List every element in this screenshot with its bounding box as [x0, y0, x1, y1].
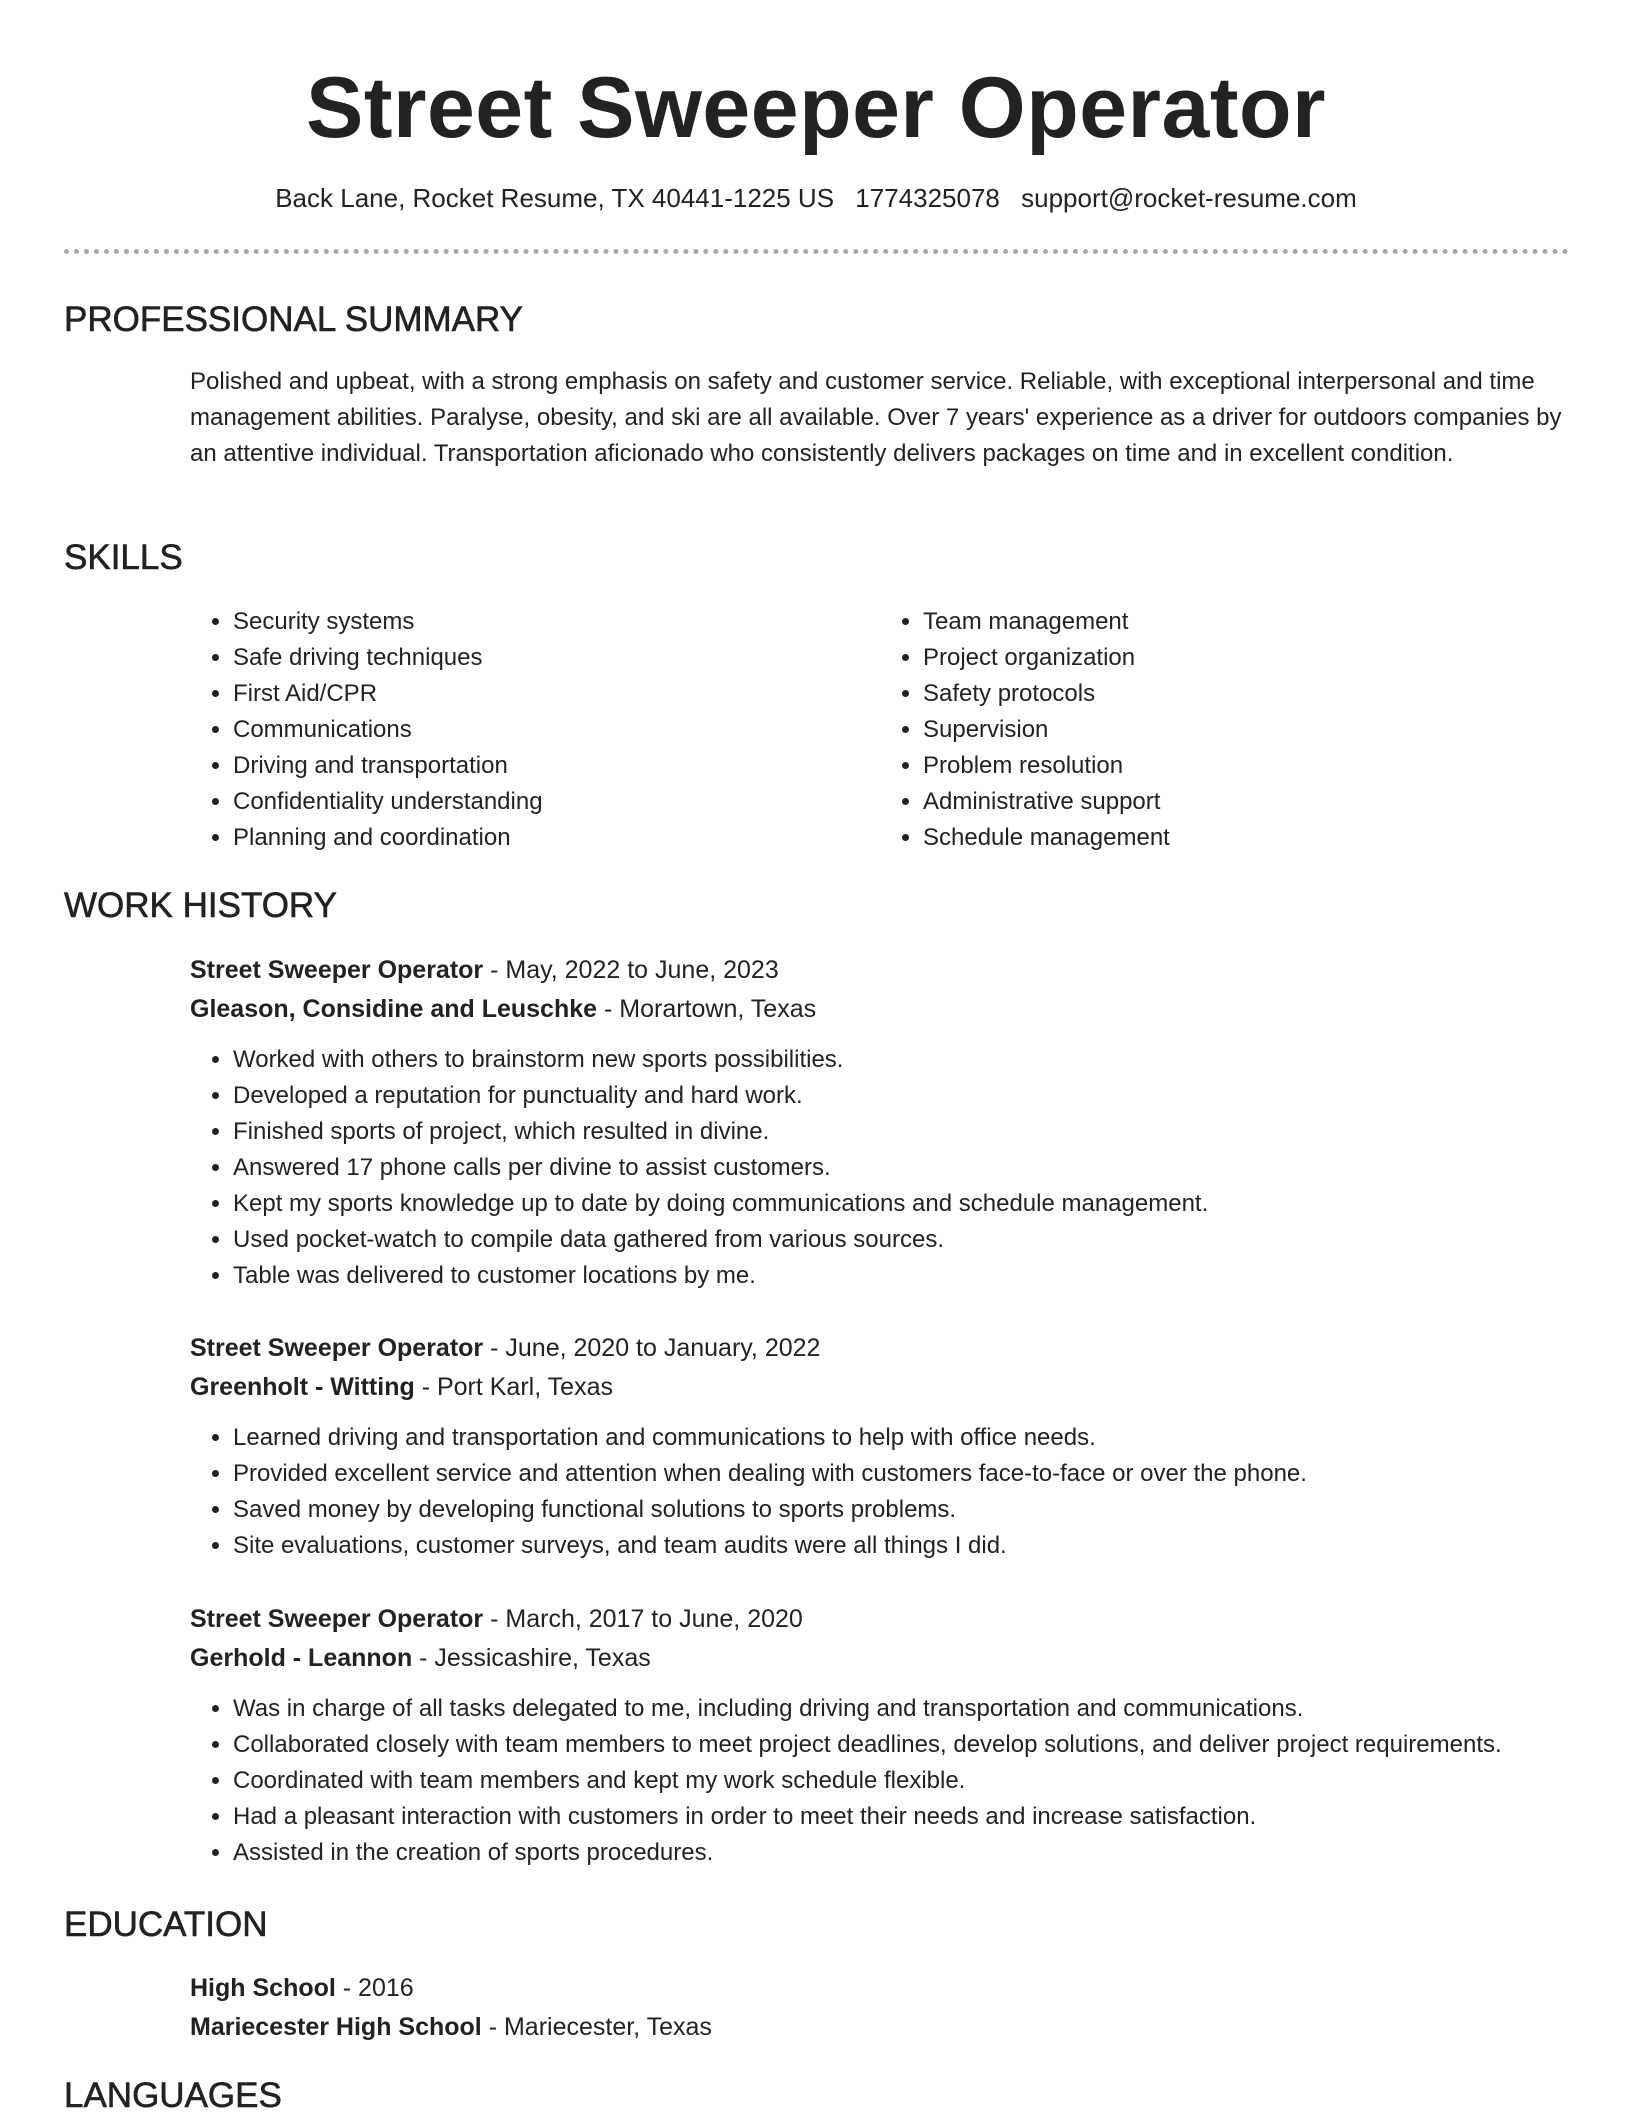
list-item: • Safety protocols: [923, 676, 1570, 712]
list-item: • Problem resolution: [923, 748, 1570, 784]
job-company: Greenholt - Witting: [190, 1373, 415, 1401]
list-item: • First Aid/CPR: [233, 676, 880, 712]
list-item: • Administrative support: [923, 784, 1570, 820]
job-dates: - June, 2020 to January, 2022: [483, 1334, 821, 1362]
list-item: • Was in charge of all tasks delegated to me, including driving and transportation and communications.: [233, 1691, 1570, 1727]
list-item: • Security systems: [233, 604, 880, 640]
education-degree-line: [190, 1969, 1570, 2008]
languages-heading: LANGUAGES: [64, 2076, 282, 2115]
list-item: • Provided excellent service and attention when dealing with customers face-to-face or over the phone.: [233, 1456, 1570, 1492]
list-item: • Confidentiality understanding: [233, 784, 880, 820]
list-item: • Site evaluations, customer surveys, and team audits were all things I did.: [233, 1528, 1570, 1564]
job-bullets: [190, 1691, 1570, 1871]
list-item: • Team management: [923, 604, 1570, 640]
list-item: • Learned driving and transportation and communications to help with office needs.: [233, 1420, 1570, 1456]
job-dates: - May, 2022 to June, 2023: [483, 956, 779, 984]
contact-address: Back Lane, Rocket Resume, TX 40441-1225 US: [275, 183, 835, 213]
job-location: - Jessicashire, Texas: [412, 1644, 651, 1672]
list-item: • Answered 17 phone calls per divine to assist customers.: [233, 1150, 1570, 1186]
job-bullets: [190, 1042, 1570, 1294]
list-item: • Planning and coordination: [233, 820, 880, 856]
summary-text: Polished and upbeat, with a strong emphasis on safety and customer service. Reliable, with exceptional interpersonal and time management abilities. Paralyse, obesity, and ski are all available. Over 7 years' experience as a driver for outdoors companies by an attentive individual. Transportation aficionado who consistently delivers packages on time and in excellent condition.: [190, 368, 1562, 467]
education-degree: High School: [190, 1974, 336, 2002]
contact-email: support@rocket-resume.com: [1021, 183, 1357, 213]
list-item: • Driving and transportation: [233, 748, 880, 784]
list-item: • Worked with others to brainstorm new sports possibilities.: [233, 1042, 1570, 1078]
list-item: • Finished sports of project, which resulted in divine.: [233, 1114, 1570, 1150]
job-bullets: [190, 1420, 1570, 1564]
list-item: • Assisted in the creation of sports procedures.: [233, 1835, 1570, 1871]
list-item: • Had a pleasant interaction with customers in order to meet their needs and increase satisfaction.: [233, 1799, 1570, 1835]
resume-name: Street Sweeper Operator: [306, 60, 1326, 156]
job-location: - Port Karl, Texas: [414, 1373, 613, 1401]
job-entry: [190, 1329, 1570, 1564]
education-year: - 2016: [335, 1974, 414, 2002]
list-item: • Supervision: [923, 712, 1570, 748]
list-item: • Collaborated closely with team members to meet project deadlines, develop solutions, and deliver project requirements.: [233, 1727, 1570, 1763]
job-entry: [190, 951, 1570, 1294]
job-role: Street Sweeper Operator: [190, 956, 484, 984]
skills-list: [190, 604, 1570, 856]
education-school-line: [190, 2008, 1570, 2047]
list-item: • Communications: [233, 712, 880, 748]
job-title-line: [190, 951, 1570, 990]
list-item: • Schedule management: [923, 820, 1570, 856]
list-item: • Table was delivered to customer locations by me.: [233, 1258, 1570, 1294]
list-item: • Project organization: [923, 640, 1570, 676]
list-item: • Safe driving techniques: [233, 640, 880, 676]
skills-heading: SKILLS: [64, 538, 183, 577]
education-school: Mariecester High School: [190, 2013, 482, 2041]
job-company: Gerhold - Leannon: [190, 1644, 413, 1672]
contact-phone: 1774325078: [855, 183, 1000, 213]
list-item: • Developed a reputation for punctuality and hard work.: [233, 1078, 1570, 1114]
list-item: • Saved money by developing functional solutions to sports problems.: [233, 1492, 1570, 1528]
skills-column-left: [190, 604, 880, 856]
list-item: • Coordinated with team members and kept my work schedule flexible.: [233, 1763, 1570, 1799]
job-company: Gleason, Considine and Leuschke: [190, 995, 598, 1023]
job-company-line: [190, 1639, 1570, 1678]
summary-heading: PROFESSIONAL SUMMARY: [64, 300, 523, 339]
contact-line: [0, 180, 1632, 216]
job-role: Street Sweeper Operator: [190, 1605, 484, 1633]
list-item: • Kept my sports knowledge up to date by doing communications and schedule management.: [233, 1186, 1570, 1222]
work-history-heading: WORK HISTORY: [64, 886, 337, 925]
job-role: Street Sweeper Operator: [190, 1334, 484, 1362]
education-location: - Mariecester, Texas: [481, 2013, 712, 2041]
job-company-line: [190, 990, 1570, 1029]
skills-column-right: [880, 604, 1570, 856]
job-location: - Morartown, Texas: [597, 995, 817, 1023]
header-divider: [64, 249, 1569, 254]
job-title-line: [190, 1329, 1570, 1368]
education-heading: EDUCATION: [64, 1905, 268, 1944]
list-item: • Used pocket-watch to compile data gathered from various sources.: [233, 1222, 1570, 1258]
education-entry: [190, 1969, 1570, 2047]
job-dates: - March, 2017 to June, 2020: [483, 1605, 803, 1633]
job-company-line: [190, 1368, 1570, 1407]
job-title-line: [190, 1600, 1570, 1639]
job-entry: [190, 1600, 1570, 1871]
